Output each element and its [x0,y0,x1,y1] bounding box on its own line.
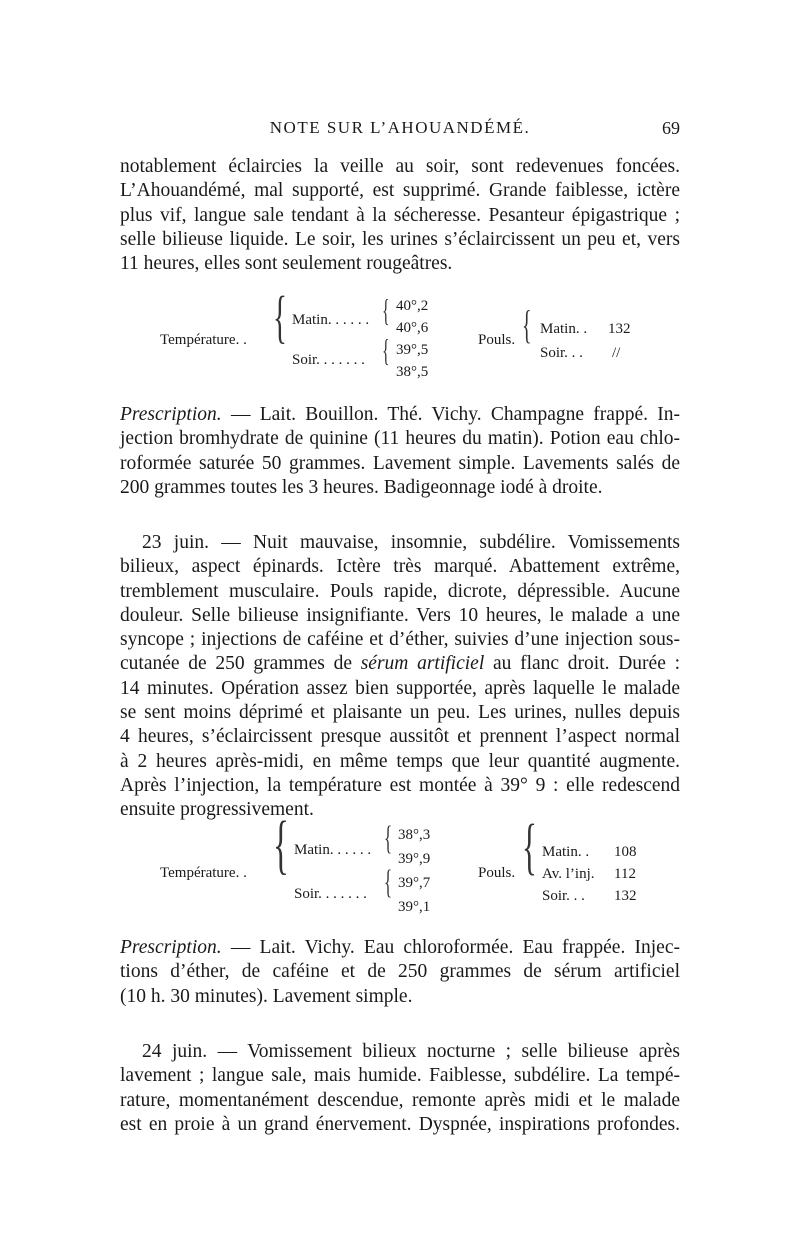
text-line: 23 juin. — Nuit mauvaise, insomnie, subdélire. Vomissements [142,532,680,553]
temperature-value: 40°,6 [396,320,429,336]
prescription-paragraph [120,936,680,1009]
entry-june-24 [120,1040,680,1137]
temperature-value: 39°,9 [398,851,431,867]
brace-icon: { [382,292,390,328]
text-line: jection bromhydrate de quinine (11 heures du matin). Potion eau chlo- [120,428,680,450]
evening-label: Soir. . . . . . . [292,352,365,368]
text-line: bilieux, aspect épinards. Ictère très marqué. Abattement extrême, [120,556,680,578]
running-header [120,118,680,144]
text-line: (10 h. 30 minutes). Lavement simple. [120,985,413,1007]
text-line: 4 heures, s’éclaircissent presque aussitôt et prennent l’aspect normal [120,726,680,748]
pulse-label: Pouls. [478,865,516,881]
temperature-label: Température. . [160,332,247,348]
morning-label: Matin. . . . . . [294,842,372,858]
pulse-row-value: 112 [614,866,636,882]
prescription-label: Prescription. [120,404,222,425]
prescription-paragraph [120,403,680,500]
pulse-evening-value: // [612,345,621,361]
text-line: tions d’éther, de caféine et de 250 grammes de sérum artificiel [120,961,680,983]
brace-icon: { [273,808,289,881]
text-line: 11 heures, elles sont seulement rougeâtres. [120,253,453,275]
text-line: syncope ; injections de caféine et d’éther, suivies d’une injection sous- [120,629,680,651]
text-line: lavement ; langue sale, mais humide. Faiblesse, subdélire. La tempé- [120,1065,680,1087]
temperature-label: Température. . [160,865,247,881]
text-line: selle bilieuse liquide. Le soir, les urines s’éclaircissent un peu et, vers [120,228,680,250]
emphasis: sérum artificiel [360,653,485,675]
text-line: L’Ahouandémé, mal supporté, est supprimé. Grande faiblesse, ictère [120,180,680,202]
temperature-value: 39°,7 [398,875,431,891]
text-line: 200 grammes toutes les 3 heures. Badigeonnage iodé à droite. [120,476,603,498]
brace-icon: { [522,302,532,347]
text-line: se sent moins déprimé et plaisante un peu. Les urines, nulles depuis [120,702,680,724]
pulse-row-label: Av. l’inj. [542,866,595,882]
text-line: 14 minutes. Opération assez bien supportée, après laquelle le malade [120,677,680,699]
text-line: cutanée de 250 grammes de sérum artificiel au flanc droit. Durée : [120,653,680,675]
temperature-value: 40°,2 [396,298,429,314]
temperature-value: 39°,1 [398,899,431,915]
pulse-row-value: 132 [614,888,637,904]
text-line: Prescription. — Lait. Vichy. Eau chloroformée. Eau frappée. Injec- [120,937,680,958]
text-line: à 2 heures après-midi, en même temps que leur quantité augmente. [120,750,680,772]
temperature-value: 39°,5 [396,342,429,358]
text-line: ensuite progressivement. [120,799,314,821]
brace-icon: { [273,284,287,349]
text-line: roformée saturée 50 grammes. Lavement simple. Lavements salés de [120,452,680,474]
brace-icon: { [384,820,393,857]
brace-icon: { [522,813,537,881]
pulse-row-value: 108 [614,844,637,860]
text-line: Après l’injection, la température est montée à 39° 9 : elle redescend [120,774,680,796]
temperature-value: 38°,3 [398,827,431,843]
text-line: plus vif, langue sale tendant à la sécheresse. Pesanteur épigastrique ; [120,204,680,226]
temperature-value: 38°,5 [396,364,429,380]
brace-icon: { [382,332,390,368]
pulse-morning-label: Matin. . [540,321,588,337]
entry-june-23 [120,531,680,823]
text-line: rature, momentanément descendue, remonte après midi et le malade [120,1089,680,1111]
text-line: douleur. Selle bilieuse insignifiante. Vers 10 heures, le malade a une [120,604,680,626]
morning-label: Matin. . . . . . [292,312,370,328]
text-line: est en proie à un grand énervement. Dyspnée, inspirations profondes. [120,1113,680,1135]
brace-icon: { [384,864,393,901]
pulse-row-label: Matin. . [542,844,590,860]
evening-label: Soir. . . . . . . [294,886,367,902]
text-line: 24 juin. — Vomissement bilieux nocturne ; selle bilieuse après [142,1041,680,1062]
paragraph-continuation [120,155,680,276]
text-line: Prescription. — Lait. Bouillon. Thé. Vichy. Champagne frappé. In- [120,404,680,425]
pulse-row-label: Soir. . . [542,888,585,904]
pulse-evening-label: Soir. . . [540,345,583,361]
prescription-label: Prescription. [120,937,222,958]
page-number: 69 [662,118,680,138]
pulse-morning-value: 132 [608,321,631,337]
text-line: tremblement musculaire. Pouls rapide, dicrote, dépressible. Aucune [120,580,680,602]
pulse-label: Pouls. [478,332,516,348]
text-line: notablement éclaircies la veille au soir, sont redevenues foncées. [120,156,680,177]
running-title: NOTE SUR L’AHOUANDÉMÉ. [269,118,531,137]
